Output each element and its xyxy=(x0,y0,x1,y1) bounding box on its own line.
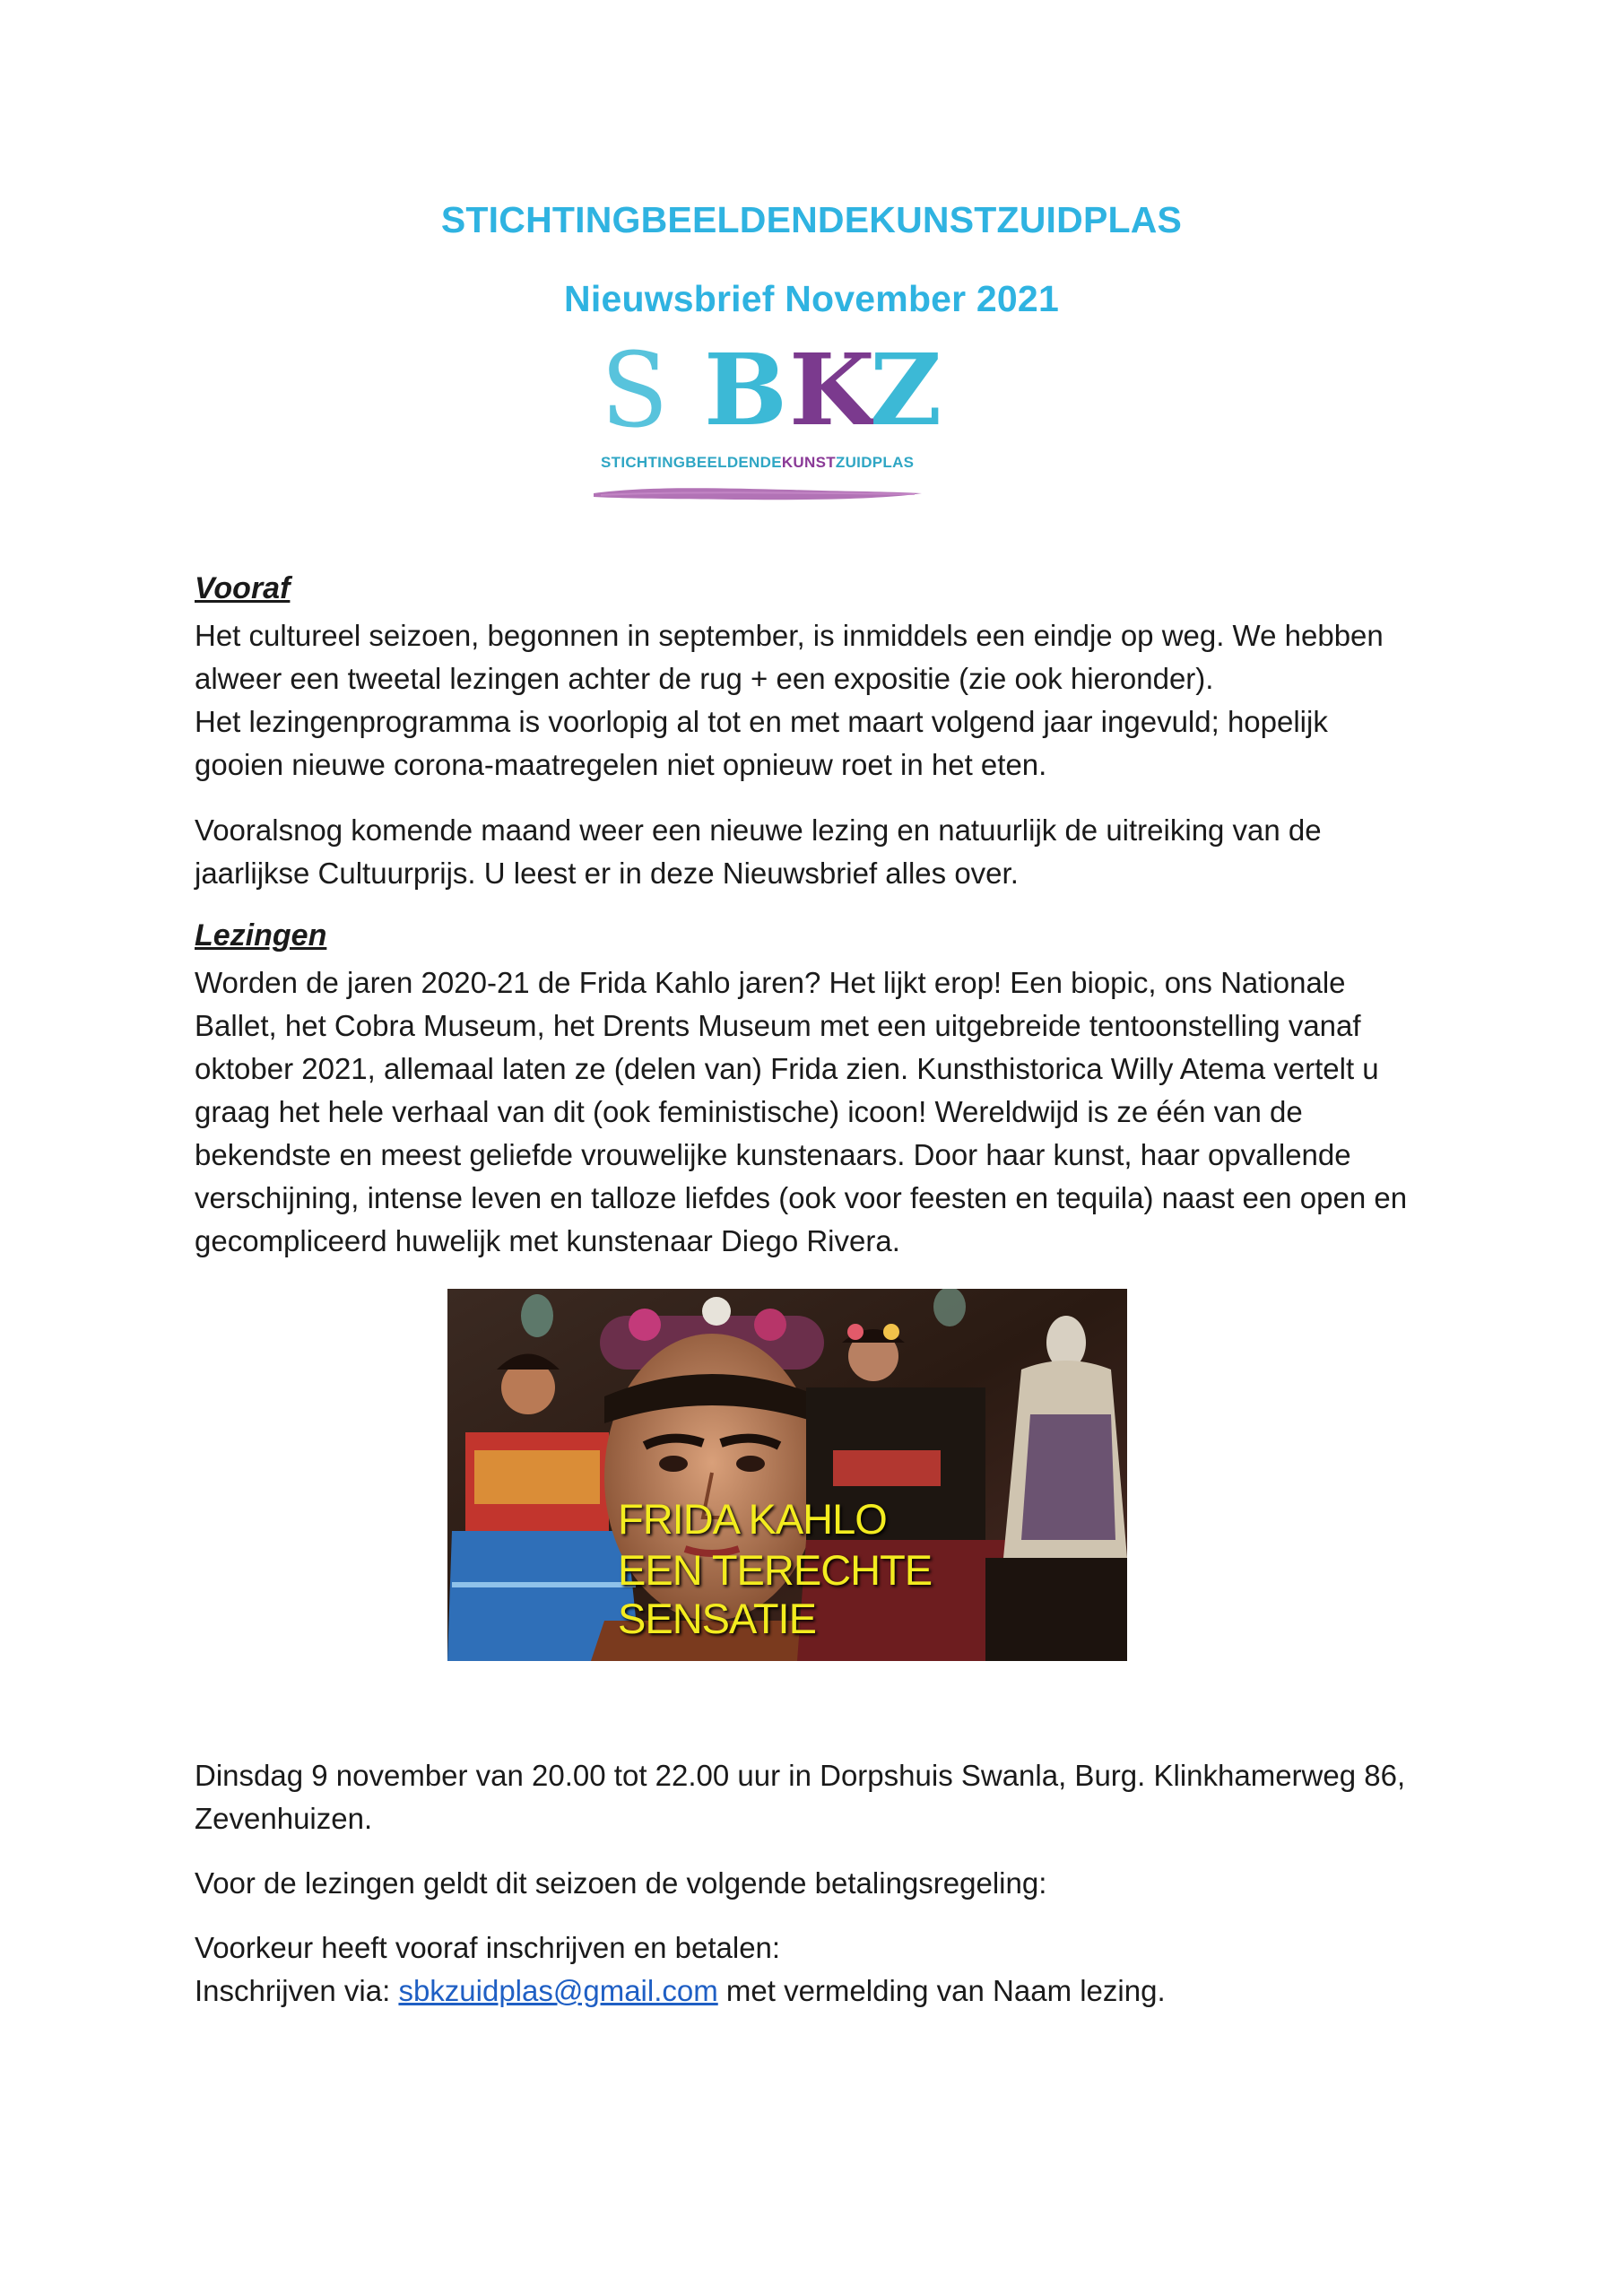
logo-letter-s: S xyxy=(601,329,669,451)
text-line: gecompliceerd huwelijk met kunstenaar Diego Rivera. xyxy=(195,1224,900,1257)
section-heading-vooraf: Vooraf xyxy=(195,571,291,605)
text-line: Ballet, het Cobra Museum, het Drents Museum met een uitgebreide tentoonstelling vanaf xyxy=(195,1009,1361,1042)
frida-kahlo-image xyxy=(447,1289,1127,1661)
logo-subtitle-part2: KUNST xyxy=(781,454,836,471)
logo-subtitle-part1: STICHTINGBEELDENDE xyxy=(601,454,782,471)
text-line: verschijning, intense leven en talloze liefdes (ook voor feesten en tequila) naast een open en xyxy=(195,1181,1408,1214)
email-link[interactable]: sbkzuidplas@gmail.com xyxy=(398,1974,718,2007)
text-line: Voor de lezingen geldt dit seizoen de volgende betalingsregeling: xyxy=(195,1866,1047,1900)
image-caption-line1: FRIDA KAHLO xyxy=(618,1495,887,1543)
logo-subtitle-part3: ZUIDPLAS xyxy=(835,454,915,471)
logo-subtitle xyxy=(601,454,914,472)
image-caption-line2: EEN TERECHTE SENSATIE xyxy=(618,1546,933,1642)
text-line: alweer een tweetal lezingen achter de rug + een expositie (zie ook hieronder). xyxy=(195,662,1214,695)
register-prefix: Inschrijven via: xyxy=(195,1974,399,2007)
text-line: oktober 2021, allemaal laten ze (delen van) Frida zien. Kunsthistorica Willy Atema vertelt u xyxy=(195,1052,1379,1085)
lezingen-paragraph xyxy=(195,961,1450,1263)
text-line: Het lezingenprogramma is voorlopig al tot en met maart volgend jaar ingevuld; hopelijk xyxy=(195,705,1328,738)
text-line: Vooralsnog komende maand weer een nieuwe lezing en natuurlijk de uitreiking van de xyxy=(195,813,1322,847)
text-line: bekendste en meest geliefde vrouwelijke kunstenaars. Door haar kunst, haar opvallende xyxy=(195,1138,1351,1171)
logo-letter-k: K xyxy=(789,332,875,448)
text-line: jaarlijkse Cultuurprijs. U leest er in deze Nieuwsbrief alles over. xyxy=(195,857,1019,890)
vooraf-paragraph-2 xyxy=(195,809,1450,895)
text-line: Worden de jaren 2020-21 de Frida Kahlo jaren? Het lijkt erop! Een biopic, ons Nationale xyxy=(195,966,1346,999)
register-suffix: met vermelding van Naam lezing. xyxy=(717,1974,1166,2007)
logo-letter-z: Z xyxy=(870,332,942,448)
section-heading-lezingen: Lezingen xyxy=(195,918,327,952)
payment-intro xyxy=(195,1862,1450,1905)
logo-letter-b: B xyxy=(704,332,787,448)
text-line: Het cultureel seizoen, begonnen in september, is inmiddels een eindje op weg. We hebben xyxy=(195,619,1384,652)
text-line: graag het hele verhaal van dit (ook feministische) icoon! Wereldwijd is ze één van de xyxy=(195,1095,1303,1128)
issue-title: Nieuwsbrief November 2021 xyxy=(564,278,1059,319)
text-line: Dinsdag 9 november van 20.00 tot 22.00 uur in Dorpshuis Swanla, Burg. Klinkhamerweg 86, xyxy=(195,1759,1406,1792)
registration-info xyxy=(195,1926,1450,2013)
logo-brush-stroke xyxy=(592,484,924,502)
text-line: Voorkeur heeft vooraf inschrijven en betalen: xyxy=(195,1931,781,1964)
sbkz-logo xyxy=(538,329,942,543)
org-title: STICHTINGBEELDENDEKUNSTZUIDPLAS xyxy=(440,199,1183,240)
registration-line xyxy=(195,1970,1450,2013)
text-line: Zevenhuizen. xyxy=(195,1802,373,1835)
text-line: gooien nieuwe corona-maatregelen niet opnieuw roet in het eten. xyxy=(195,748,1047,781)
vooraf-paragraph-1 xyxy=(195,614,1450,787)
event-details xyxy=(195,1754,1450,1840)
